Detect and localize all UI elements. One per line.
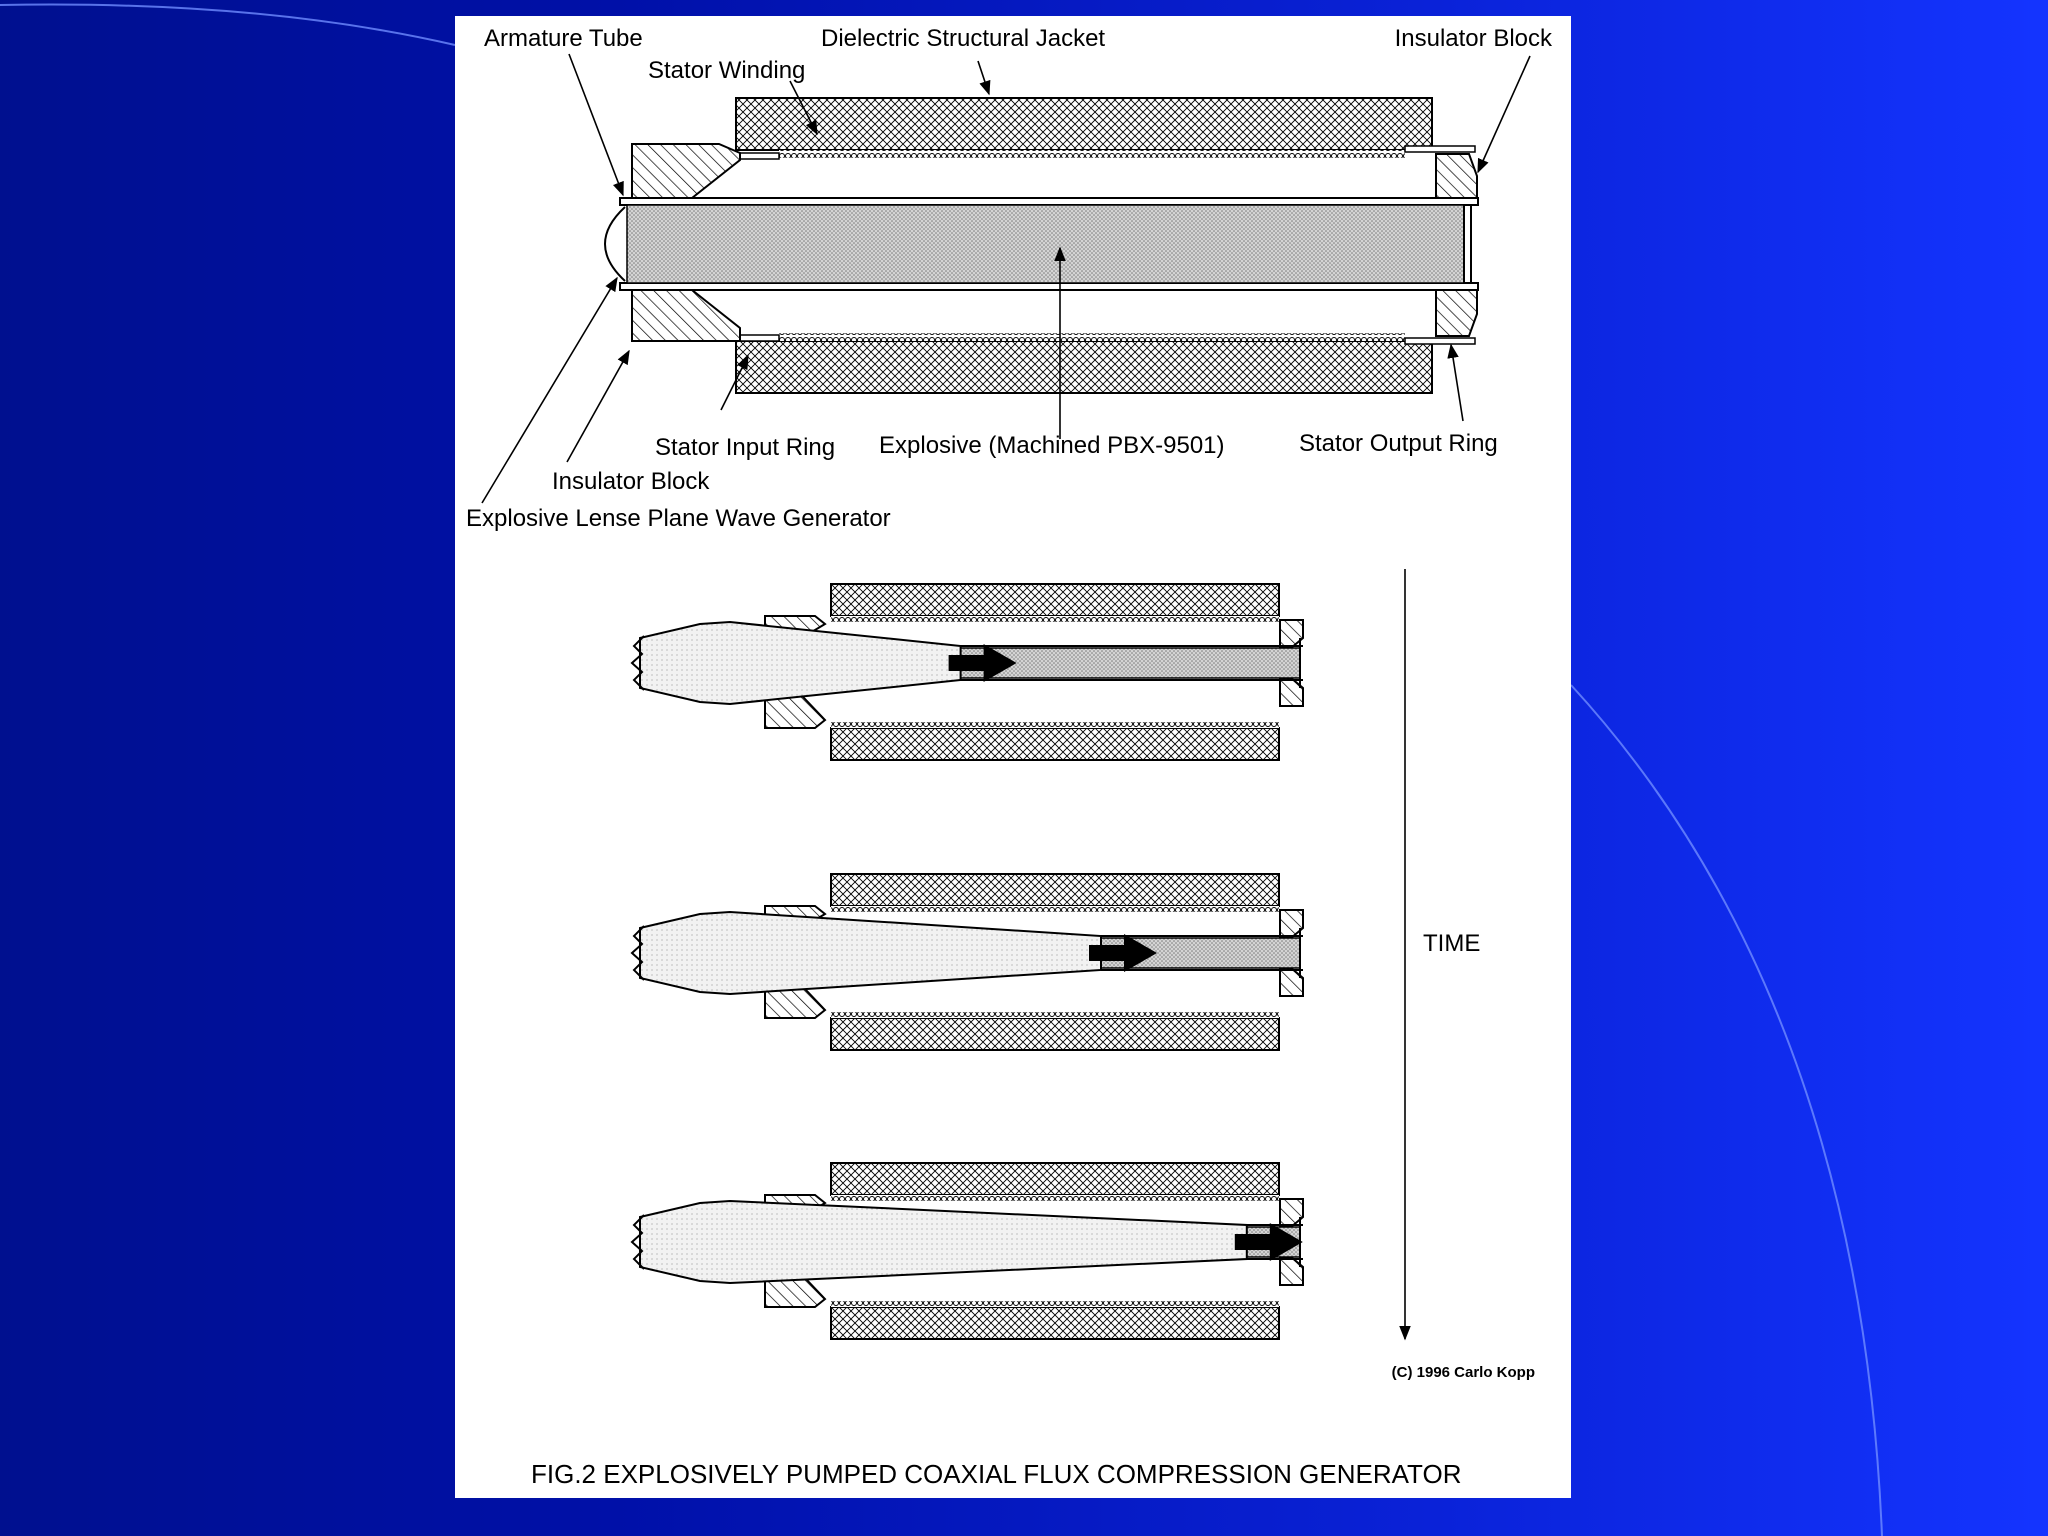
figure-caption: FIG.2 EXPLOSIVELY PUMPED COAXIAL FLUX COMPRESSION GENERATOR <box>531 1459 1462 1489</box>
stage-winding-top <box>831 906 1279 912</box>
stator-output-ring-top <box>1405 146 1475 152</box>
label-armature-tube: Armature Tube <box>484 25 643 52</box>
input-insulator-block-bottom <box>632 290 740 341</box>
dielectric-jacket-top <box>736 98 1432 150</box>
input-insulator-block-top <box>632 144 740 198</box>
stage-winding-top <box>831 1195 1279 1201</box>
stage-winding-bottom <box>831 1012 1279 1018</box>
stage-winding-bottom <box>831 722 1279 728</box>
output-insulator-block-bottom <box>1436 290 1477 336</box>
stage-jacket-bottom <box>831 1307 1279 1339</box>
stage-detonation-products <box>640 1201 1247 1283</box>
label-stator-winding: Stator Winding <box>648 57 806 84</box>
label-insulator-block-bottom: Insulator Block <box>552 468 710 495</box>
stage-winding-bottom <box>831 1301 1279 1307</box>
stage-jacket-top <box>831 1163 1279 1195</box>
stage-detonation-products <box>640 912 1101 994</box>
flux-compression-diagram <box>455 16 1571 1498</box>
label-copyright: (C) 1996 Carlo Kopp <box>1391 1364 1535 1381</box>
stage-3 <box>632 1163 1303 1339</box>
stage-winding-top <box>831 616 1279 622</box>
compression-stages <box>632 584 1303 1339</box>
explosive-charge <box>627 205 1464 283</box>
stage-detonation-products <box>640 622 961 704</box>
figure-panel <box>455 16 1571 1498</box>
stage-jacket-top <box>831 584 1279 616</box>
stage-jacket-bottom <box>831 1018 1279 1050</box>
stage-1 <box>632 584 1303 760</box>
label-time: TIME <box>1423 930 1481 957</box>
armature-tube-bottom-wall <box>620 283 1478 290</box>
stator-output-ring-bottom <box>1405 338 1475 344</box>
label-stator-output-ring: Stator Output Ring <box>1299 430 1498 457</box>
label-explosive: Explosive (Machined PBX-9501) <box>879 432 1225 459</box>
stage-2 <box>632 874 1303 1050</box>
stage-jacket-top <box>831 874 1279 906</box>
label-plane-wave-generator: Explosive Lense Plane Wave Generator <box>466 505 891 532</box>
dielectric-jacket-bottom <box>736 341 1432 393</box>
stator-winding-top <box>779 150 1405 158</box>
stage-jacket-bottom <box>831 728 1279 760</box>
output-insulator-block-top <box>1436 154 1477 198</box>
label-dielectric-jacket: Dielectric Structural Jacket <box>821 25 1106 52</box>
stator-winding-bottom <box>779 333 1405 341</box>
armature-tube-top-wall <box>620 198 1478 205</box>
plane-wave-lens <box>605 207 625 281</box>
main-cross-section <box>605 98 1478 393</box>
label-insulator-block-top: Insulator Block <box>1394 25 1552 52</box>
label-stator-input-ring: Stator Input Ring <box>655 434 836 461</box>
